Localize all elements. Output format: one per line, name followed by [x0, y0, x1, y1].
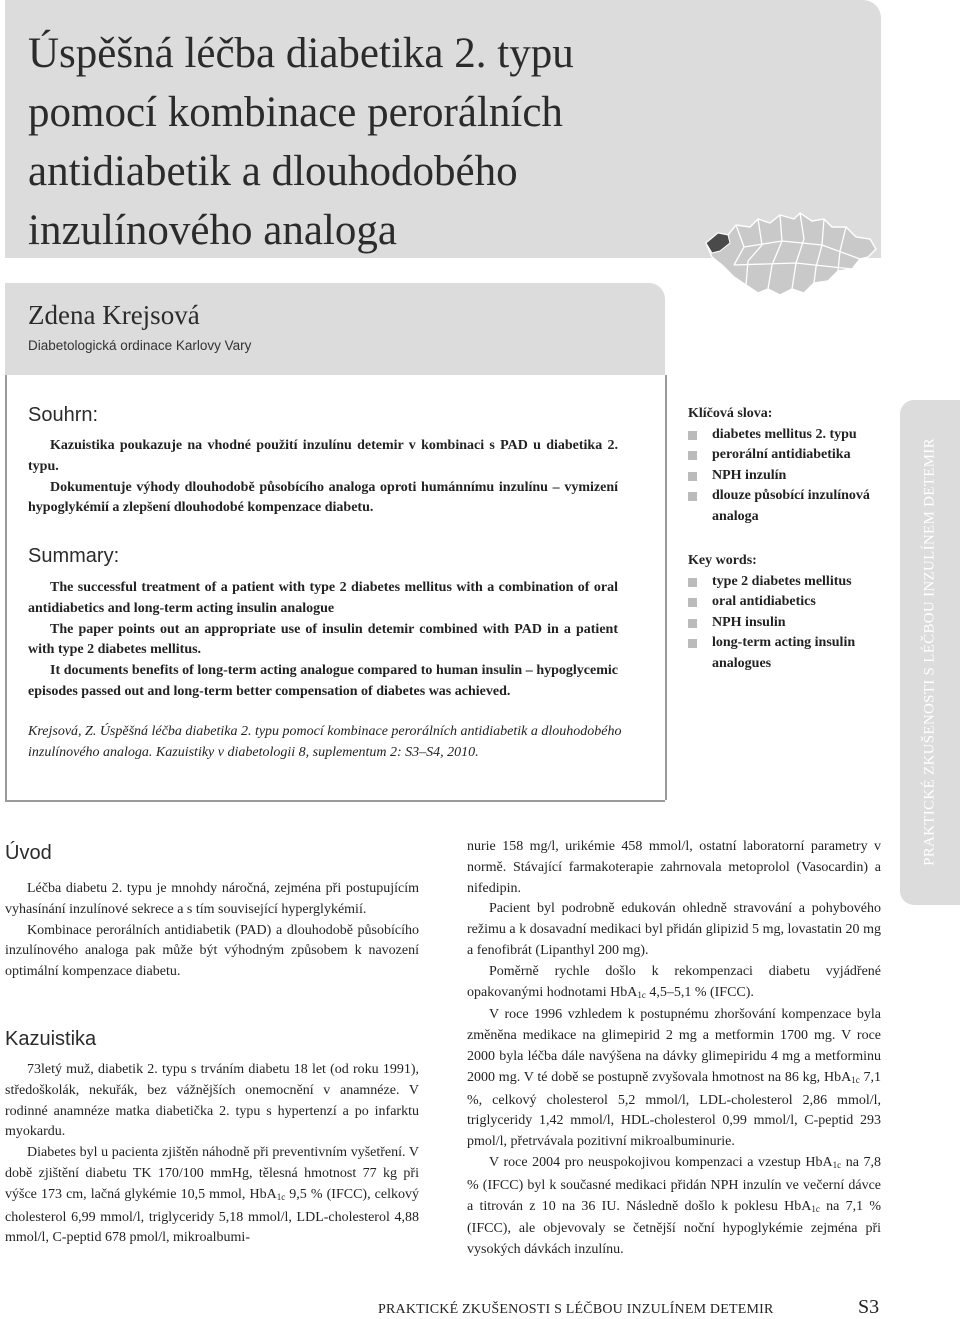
bullet-square-icon: [688, 472, 697, 481]
keyword-item: [688, 613, 888, 634]
summary-paragraph: The successful treatment of a patient with type 2 diabetes mellitus with a combination of oral antidiabetics and long-term acting insulin analogue: [28, 580, 618, 616]
keyword-label: NPH inzulín: [712, 467, 787, 483]
title-line: pomocí kombinace perorálních: [28, 89, 563, 136]
article-title: [28, 24, 668, 260]
souhrn-text: [28, 436, 618, 519]
bullet-square-icon: [688, 639, 697, 648]
uvod-paragraph: Léčba diabetu 2. typu je mnohdy náročná, zejména při postupujícím vyhasínání inzulínové sekrece a s tím související hyperglykémií.: [5, 881, 419, 917]
side-tab-label: PRAKTICKÉ ZKUŠENOSTI S LÉČBOU INZULÍNEM DETEMIR: [921, 438, 938, 866]
keyword-label: NPH insulin: [712, 614, 786, 630]
bullet-square-icon: [688, 598, 697, 607]
citation: Krejsová, Z. Úspěšná léčba diabetika 2. typu pomocí kombinace perorálních antidiabetik a dlouhodobého inzulínového analoga. Kazuistiky v diabetologii 8, suplementum 2: S3–S4, 2010.: [28, 724, 622, 760]
bullet-square-icon: [688, 619, 697, 628]
author-name: Zdena Krejsová: [28, 300, 200, 330]
body-paragraph: Poměrně rychle došlo k rekompenzaci diabetu vyjádřené opakovanými hodnotami HbA$_{1c}$ 4,5–5,1 % (IFCC).: [467, 963, 881, 1000]
keyword-item: [688, 445, 888, 466]
keywords-title: Klíčová slova:: [688, 406, 773, 421]
keywords-cz: [688, 404, 888, 528]
keyword-item: [688, 466, 888, 487]
keyword-item: [688, 572, 888, 593]
uvod-text: [5, 879, 419, 983]
bullet-square-icon: [688, 492, 697, 501]
keyword-item: [688, 633, 888, 674]
uvod-heading: Úvod: [5, 842, 52, 864]
kazuistika-text: [5, 1060, 419, 1249]
title-line: Úspěšná léčba diabetika 2. typu: [28, 30, 574, 77]
summary-paragraph: It documents benefits of long-term acting analogue compared to human insulin – hypoglycemic episodes passed out and long-term better compensation of diabetes was achieved.: [28, 663, 618, 699]
keyword-label: perorální antidiabetika: [712, 447, 851, 463]
kazuistika-paragraph: 73letý muž, diabetik 2. typu s trváním diabetu 18 let (od roku 1991), středoškolák, nekuřák, bez vážnějších onemocnění v anamnéze. V rodinné anamnéze matka diabetička 2. typu s hypertenzí a po infarktu myokardu.: [5, 1062, 419, 1140]
bullet-square-icon: [688, 578, 697, 587]
souhrn-heading: Souhrn:: [28, 404, 99, 426]
keyword-item: [688, 425, 888, 446]
kazuistika-heading: Kazuistika: [5, 1028, 97, 1050]
keyword-item: [688, 486, 888, 527]
uvod-paragraph: Kombinace perorálních antidiabetik (PAD) a dlouhodobě působícího inzulínového analoga pak může být výhodným způsobem k navození optimální kompenzace diabetu.: [5, 922, 419, 980]
souhrn-paragraph: Kazuistika poukazuje na vhodné použití inzulínu detemir v kombinaci s PAD u diabetika 2. typu.: [28, 438, 618, 474]
summary-heading: Summary:: [28, 545, 120, 567]
summary-paragraph: The paper points out an appropriate use of insulin detemir combined with PAD in a patient with type 2 diabetes mellitus.: [28, 621, 618, 658]
divider: [5, 800, 665, 802]
bullet-square-icon: [688, 431, 697, 440]
keyword-label: long-term acting insulin analogues: [712, 635, 856, 671]
author-affiliation: Diabetologická ordinace Karlovy Vary: [28, 338, 252, 353]
keyword-label: dlouze působící inzulínová analoga: [712, 488, 870, 524]
kazuistika-paragraph: Diabetes byl u pacienta zjištěn náhodně při preventivním vyšetření. V době zjištění diabetu TK 170/100 mmHg, tělesná hmotnost 77 kg při výšce 173 cm, lačná glykémie 10,5 mmol, HbA$_{1c}$ 9,5 % (IFCC), celkový cholesterol 6,99 mmol/l, triglyceridy 5,18 mmol/l, LDL-cholesterol 4,88 mmol/l, C-peptid 678 pmol/l, mikroalbumi-: [5, 1145, 420, 1246]
bullet-square-icon: [688, 451, 697, 460]
keyword-item: [688, 592, 888, 613]
divider: [5, 375, 7, 800]
body-paragraph: V roce 1996 vzhledem k postupnému zhoršování kompenzace byla změněna medikace na glimepirid 2 mg a metformin 1700 mg. V roce 2000 byla léčba dále navýšena na dávky glimepiridu 4 mg a metforminu 2000 mg. V té době se postupně zvyšovala hmotnost na 86 kg, HbA$_{1c}$ 7,1 %, celkový cholesterol 5,2 mmol/l, LDL-cholesterol 2,86 mmol/l, triglyceridy 1,42 mmol/l, HDL-cholesterol 0,99 mmol/l, C-peptid 293 pmol/l, přetrvávala pozitivní mikroalbuminurie.: [467, 1007, 882, 1150]
keywords-title: Key words:: [688, 553, 757, 568]
summary-text: [28, 578, 618, 703]
title-line: inzulínového analoga: [28, 207, 397, 254]
keyword-label: type 2 diabetes mellitus: [712, 573, 852, 589]
title-line: antidiabetik a dlouhodobého: [28, 148, 518, 195]
right-column-text: [467, 837, 881, 1261]
body-paragraph: Pacient byl podrobně edukován ohledně stravování a pohybového režimu a k dosavadní medikaci byl přidán glipizid 5 mg, lovastatin 20 mg a fenofibrát (Lipanthyl 200 mg).: [467, 901, 881, 958]
czech-map-icon: [700, 205, 880, 300]
divider: [665, 375, 667, 800]
keywords-en: [688, 551, 888, 675]
body-paragraph: V roce 2004 pro neuspokojivou kompenzaci a vzestup HbA$_{1c}$ na 7,8 % (IFCC) byl k současné medikaci přidán NPH inzulín ve večerní dávce a titrován z 10 na 36 IU. Následně došlo k poklesu HbA$_{1c}$ na 7,1 % (IFCC), ale objevovaly se četnější noční hypoglykémie zejména při vysokých dávkách inzulínu.: [467, 1154, 882, 1258]
keyword-label: oral antidiabetics: [712, 594, 816, 610]
body-paragraph: nurie 158 mg/l, urikémie 458 mmol/l, ostatní laboratorní parametry v normě. Stávající farmakoterapie zahrnovala metoprolol (Vasocardin) a nifedipin.: [467, 839, 881, 896]
running-footer: PRAKTICKÉ ZKUŠENOSTI S LÉČBOU INZULÍNEM DETEMIR: [378, 1302, 774, 1317]
page-number: S3: [858, 1296, 880, 1318]
souhrn-paragraph: Dokumentuje výhody dlouhodobě působícího analoga oproti humánnímu inzulínu – vymizení hypoglykémií a zlepšení dlouhodobé kompenzace diabetu.: [28, 479, 618, 516]
keyword-label: diabetes mellitus 2. typu: [712, 426, 857, 442]
